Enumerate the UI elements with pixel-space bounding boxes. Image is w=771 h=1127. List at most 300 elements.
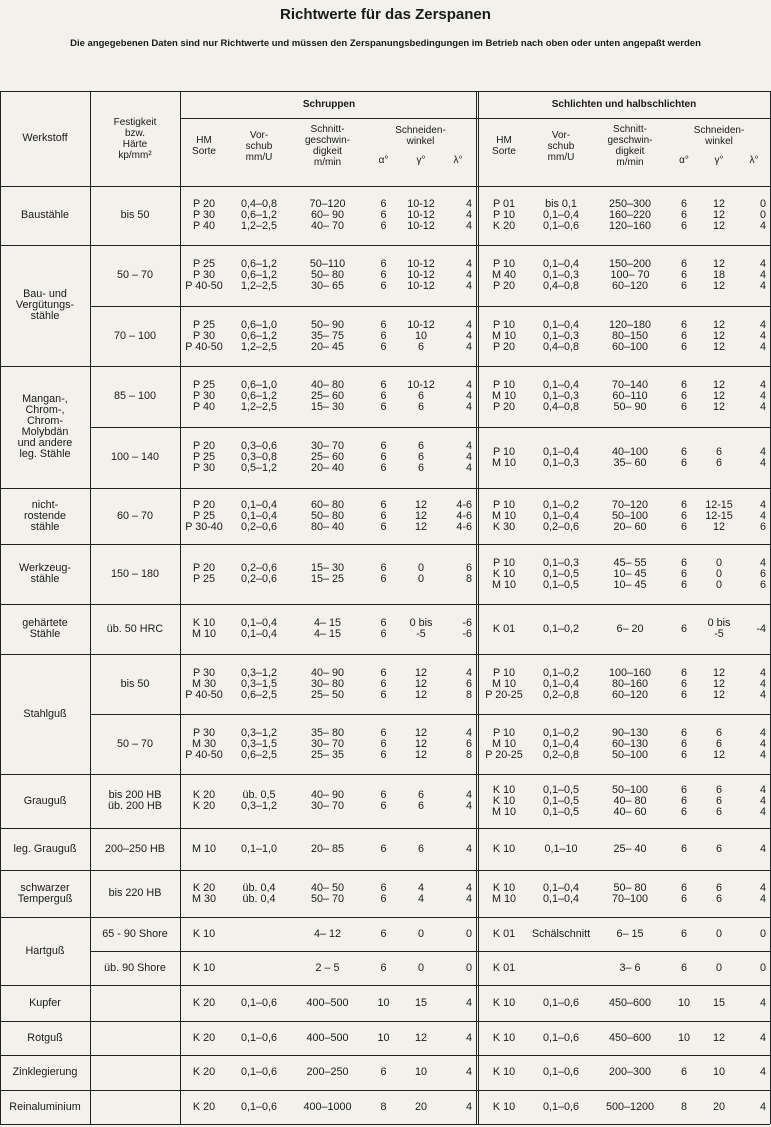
festigkeit-cell: bis 50 [120, 677, 150, 690]
value-cell: 0 0 0 [715, 556, 722, 591]
value-cell: 6 6 6 [680, 498, 687, 533]
value-cell: 4 4 4 [465, 318, 472, 353]
value-cell: 0,1–0,6 [542, 1031, 580, 1044]
page-title: Richtwerte für das Zerspanen [280, 6, 491, 23]
value-cell: 0 0 [417, 562, 424, 585]
value-cell: 70–120 50–100 20– 60 [611, 498, 649, 533]
value-cell [530, 951, 592, 985]
value-cell: P 10 M 10 [491, 445, 516, 469]
value-cell: 6 [380, 927, 387, 940]
table-rule [0, 828, 770, 829]
value-cell: 0,1–0,4 0,1–0,3 0,4–0,8 [542, 318, 580, 353]
werkstoff-cell: Grauguß [23, 794, 67, 807]
table-rule [0, 774, 770, 775]
value-cell: 6 6 6 [380, 318, 387, 353]
table-rule [0, 245, 770, 246]
value-cell: 6 [380, 961, 387, 974]
value-cell: 0,1–0,4 0,1–0,3 [542, 445, 580, 469]
werkstoff-cell: gehärtete Stähle [22, 617, 68, 640]
value-cell: K 10 [492, 1100, 516, 1113]
value-cell: 70–120 60– 90 40– 70 [309, 198, 346, 232]
value-cell: P 10 M 10 P 20 [491, 318, 516, 353]
value-cell: 12 [414, 1031, 427, 1044]
value-cell: 12 12 12 [712, 379, 725, 413]
value-cell: 50– 80 70–100 [611, 881, 649, 905]
header-alpha: α° [378, 154, 389, 166]
header-hm-sorte: HM Sorte [192, 135, 216, 157]
value-cell: 4 6 8 [465, 726, 472, 761]
table-rule [0, 488, 770, 489]
value-cell: 6 6 [380, 562, 387, 585]
value-cell: 10 [377, 1031, 390, 1044]
werkstoff-cell: Kupfer [29, 996, 61, 1009]
value-cell: 0,1–1,0 [240, 842, 278, 855]
table-rule [0, 544, 770, 545]
value-cell: 6 8 [465, 562, 472, 585]
value-cell: 20 [712, 1100, 725, 1113]
table-rule [90, 427, 770, 428]
value-cell: 0,6–1,0 0,6–1,2 1,2–2,5 [240, 318, 278, 353]
value-cell: 6 6 6 [680, 783, 687, 818]
value-cell: 4 4 4 [759, 783, 766, 818]
value-cell: 100–160 80–160 60–120 [608, 666, 652, 701]
value-cell: 0,6–1,2 0,6–1,2 1,2–2,5 [240, 258, 278, 292]
header-gamma: γ° [416, 154, 426, 166]
value-cell: P 20 P 25 P 30-40 [185, 498, 223, 533]
value-cell: 15 [414, 996, 427, 1009]
value-cell: 40– 50 50– 70 [310, 881, 345, 905]
value-cell: 12-15 12-15 12 [705, 498, 733, 533]
value-cell: P 20 P 30 P 40 [192, 198, 215, 232]
value-cell: 0,1–0,5 0,1–0,5 0,1–0,5 [542, 783, 580, 818]
value-cell: P 25 P 30 P 40 [192, 379, 215, 413]
value-cell: 4 4 4 [465, 379, 472, 413]
header-lambda: λ° [749, 154, 759, 166]
value-cell: 10 [712, 1066, 725, 1078]
value-cell: 150–200 100– 70 60–120 [608, 258, 652, 292]
value-cell: 0 [465, 961, 472, 974]
value-cell: 6 6 6 [680, 258, 687, 292]
value-cell: 35– 80 30– 70 25– 35 [310, 726, 345, 761]
value-cell: 0,1–0,6 [542, 1066, 580, 1078]
value-cell: -4 [756, 622, 766, 635]
value-cell: 0,1–0,6 [542, 996, 580, 1009]
table-rule [180, 91, 181, 1124]
value-cell: K 10 K 10 M 10 [491, 783, 516, 818]
value-cell: 12 12 12 [414, 498, 427, 533]
value-cell: 6 6 [680, 881, 687, 905]
werkstoff-cell: Mangan-, Chrom-, Chrom- Molybdän und andere leg. Stähle [17, 393, 73, 460]
festigkeit-cell: 50 – 70 [116, 737, 154, 750]
value-cell: K 01 [492, 961, 516, 974]
header-gamma: γ° [714, 154, 724, 166]
festigkeit-cell: 60 – 70 [116, 509, 154, 522]
value-cell: 10 [677, 1031, 690, 1044]
header-alpha: α° [679, 154, 689, 166]
value-cell: 0,1–0,6 [542, 1100, 580, 1113]
value-cell: 4 4 [465, 881, 472, 905]
value-cell: 10 [377, 996, 390, 1009]
value-cell: K 20 [192, 996, 216, 1009]
value-cell: 4 [759, 996, 766, 1009]
value-cell: 0 [715, 927, 722, 940]
value-cell: 50– 90 35– 75 20– 45 [310, 318, 345, 353]
value-cell: 4 4 [417, 881, 424, 905]
value-cell: 0 [417, 961, 424, 974]
festigkeit-cell: bis 50 [120, 209, 150, 221]
value-cell: 500–1200 [605, 1100, 655, 1113]
value-cell: K 10 [492, 1066, 516, 1078]
festigkeit-cell: üb. 50 HRC [106, 622, 164, 635]
value-cell: 0,2–0,6 0,2–0,6 [240, 562, 278, 585]
header-festigkeit: Festigkeit bzw. Härte kp/mm² [113, 116, 157, 161]
value-cell: 6 6 6 [380, 198, 387, 232]
value-cell: 0,1–0,4 0,1–0,4 [240, 617, 278, 640]
value-cell: 10-12 6 6 [407, 379, 435, 413]
value-cell: P 25 P 30 P 40-50 [185, 318, 223, 353]
value-cell [228, 951, 290, 985]
value-cell: 6 [680, 622, 687, 635]
value-cell: 120–180 80–150 60–100 [608, 318, 652, 353]
value-cell: 4 [465, 1100, 472, 1113]
value-cell: 40– 80 25– 60 15– 30 [310, 379, 345, 413]
value-cell: 0,1–0,6 [240, 996, 278, 1009]
value-cell: 6 [380, 842, 387, 855]
festigkeit-cell: 150 – 180 [110, 567, 160, 580]
werkstoff-cell: schwarzer Temperguß [17, 881, 73, 905]
value-cell: 6 6 6 [380, 440, 387, 474]
value-cell: 12 12 12 [414, 666, 427, 701]
value-cell: K 20 [192, 1066, 216, 1078]
value-cell: 4 [465, 996, 472, 1009]
value-cell: 6 6 [715, 445, 722, 469]
festigkeit-cell: 65 - 90 Shore [102, 927, 168, 940]
table-rule [0, 604, 770, 605]
value-cell: 6 6 6 [680, 318, 687, 353]
value-cell: 450–600 [608, 996, 652, 1009]
table-rule [0, 917, 770, 918]
value-cell: M 10 [191, 842, 216, 855]
value-cell: K 10 [192, 961, 216, 974]
value-cell: 0,3–1,2 0,3–1,5 0,6–2,5 [240, 666, 278, 701]
value-cell: 10-12 10 6 [407, 318, 435, 353]
header-schruppen: Schruppen [302, 99, 356, 110]
value-cell: K 10 [192, 927, 216, 940]
value-cell: -6 -6 [462, 617, 472, 640]
value-cell: 6 6 6 [680, 198, 687, 232]
value-cell: 4 6 8 [465, 666, 472, 701]
festigkeit-cell: 100 – 140 [110, 451, 160, 463]
value-cell: 6 6 6 [380, 666, 387, 701]
value-cell: 0,3–0,6 0,3–0,8 0,5–1,2 [240, 440, 278, 474]
value-cell: 6 [680, 1066, 687, 1078]
value-cell: 45– 55 10– 45 10– 45 [613, 556, 647, 591]
value-cell: 4– 12 [313, 927, 342, 940]
value-cell: 4 4 4 [465, 198, 472, 232]
value-cell: 0,1–0,2 0,1–0,4 0,2–0,8 [542, 666, 580, 701]
value-cell [228, 917, 290, 951]
festigkeit-cell: bis 200 HB üb. 200 HB [107, 789, 163, 812]
value-cell: 4-6 4-6 4-6 [456, 498, 472, 533]
value-cell: üb. 0,4 üb. 0,4 [242, 881, 276, 905]
value-cell: 20– 85 [310, 842, 345, 855]
value-cell: 8 [380, 1100, 387, 1113]
table-rule [90, 91, 91, 1124]
value-cell: 0 [417, 927, 424, 940]
value-cell: 15– 30 15– 25 [310, 562, 345, 585]
value-cell: 6 6 6 [380, 258, 387, 292]
value-cell: 0,1–0,6 [240, 1066, 278, 1078]
value-cell: 12 12 12 [712, 198, 725, 232]
value-cell: 0,1–0,4 0,1–0,4 0,2–0,6 [240, 498, 278, 533]
value-cell: 6 6 [715, 881, 722, 905]
header-vorschub: Vor- schub mm/U [547, 129, 575, 163]
value-cell: 0,1–0,2 0,1–0,4 0,2–0,8 [542, 726, 580, 761]
value-cell: P 10 K 10 M 10 [491, 556, 516, 591]
table-rule [476, 91, 477, 1124]
header-schlichten: Schlichten und halbschlichten [551, 99, 697, 110]
value-cell: 4 [465, 842, 472, 855]
table-rule [90, 951, 770, 952]
festigkeit-cell: 85 – 100 [113, 390, 157, 402]
value-cell: 0,1–0,4 0,1–0,3 0,4–0,8 [542, 258, 580, 292]
festigkeit-cell: 70 – 100 [113, 329, 157, 342]
value-cell: 6 6 6 [680, 726, 687, 761]
value-cell: 0 bis -5 [707, 617, 731, 640]
value-cell: 12 [712, 1031, 725, 1044]
value-cell: 0,6–1,0 0,6–1,2 1,2–2,5 [240, 379, 278, 413]
value-cell: bis 0,1 0,1–0,4 0,1–0,6 [542, 198, 580, 232]
value-cell: 2 – 5 [315, 961, 340, 974]
value-cell: 4 4 4 [759, 318, 766, 353]
value-cell: 4 6 6 [759, 556, 766, 591]
value-cell: 8 [680, 1100, 687, 1113]
werkstoff-cell: nicht- rostende stähle [23, 498, 67, 533]
table-rule [90, 306, 770, 307]
table-rule [180, 118, 770, 119]
value-cell: K 10 [492, 1031, 516, 1044]
value-cell: 70–140 60–110 50– 90 [611, 379, 649, 413]
value-cell: 200–300 [608, 1066, 652, 1078]
value-cell: 0,1–0,2 [542, 622, 580, 635]
value-cell: 20 [414, 1100, 427, 1113]
value-cell: 4 4 [759, 445, 766, 469]
value-cell: 6 6 6 [380, 498, 387, 533]
value-cell: P 10 M 10 K 30 [491, 498, 516, 533]
value-cell: P 25 P 30 P 40-50 [185, 258, 223, 292]
werkstoff-cell: Hartguß [25, 944, 65, 957]
value-cell: 0 bis -5 [409, 617, 433, 640]
header-schneidenwinkel: Schneiden- winkel [693, 125, 745, 147]
table-rule [0, 91, 1, 1124]
value-cell: 250–300 160–220 120–160 [608, 198, 652, 232]
value-cell: P 20 P 25 P 30 [192, 440, 215, 474]
werkstoff-cell: Werkzeug- stähle [18, 562, 71, 585]
value-cell: 0,3–1,2 0,3–1,5 0,6–2,5 [240, 726, 278, 761]
value-cell: 6 6 [417, 789, 424, 812]
value-cell: 6 6 [380, 881, 387, 905]
value-cell: 6 [680, 927, 687, 940]
value-cell: 12 18 12 [712, 258, 725, 292]
value-cell: 6 [680, 842, 687, 855]
value-cell: 6 6 6 [680, 556, 687, 591]
value-cell: 4 4 4 [759, 258, 766, 292]
page-subtitle: Die angegebenen Daten sind nur Richtwerte und müssen den Zerspanungsbedingungen im Betrieb nach oben oder unten angepaßt werden [70, 38, 701, 49]
werkstoff-cell: Zinklegierung [12, 1066, 78, 1078]
value-cell: 6 6 6 [715, 783, 722, 818]
festigkeit-cell: üb. 90 Shore [104, 961, 166, 974]
table-rule [90, 714, 770, 715]
value-cell: 200–250 [306, 1066, 349, 1078]
value-cell: 0 [759, 961, 766, 974]
table-rule [478, 91, 479, 1124]
value-cell: 6 6 6 [380, 726, 387, 761]
value-cell: 400–500 [306, 996, 349, 1009]
table-rule [0, 366, 770, 367]
table-rule [0, 654, 770, 655]
value-cell: 0,1–0,4 0,1–0,3 0,4–0,8 [542, 379, 580, 413]
header-lambda: λ° [453, 154, 463, 166]
werkstoff-cell: Reinaluminium [9, 1100, 81, 1113]
value-cell: K 10 [492, 842, 516, 855]
value-cell: 12 12 12 [414, 726, 427, 761]
table-rule [0, 91, 770, 92]
value-cell: K 20 K 20 [192, 789, 216, 812]
header-vorschub: Vor- schub mm/U [245, 129, 273, 163]
value-cell: 6 [715, 842, 722, 855]
value-cell: 4 4 [465, 789, 472, 812]
table-rule [0, 1055, 770, 1056]
value-cell: 4– 15 4– 15 [313, 617, 342, 640]
festigkeit-cell: 200–250 HB [104, 842, 166, 855]
value-cell: K 01 [492, 622, 516, 635]
value-cell: 0,1–10 [544, 842, 578, 855]
header-schnittgeschwindigkeit: Schnitt- geschwin- digkeit m/min [607, 124, 653, 168]
value-cell: 90–130 60–130 50–100 [611, 726, 649, 761]
festigkeit-cell: 50 – 70 [116, 269, 154, 281]
value-cell: 0 [715, 961, 722, 974]
werkstoff-cell: Baustähle [20, 209, 70, 221]
value-cell: K 20 M 30 [191, 881, 216, 905]
value-cell: 60– 80 50– 80 80– 40 [310, 498, 345, 533]
value-cell: 0,1–0,6 [240, 1031, 278, 1044]
value-cell: 0,1–0,4 0,1–0,4 [542, 881, 580, 905]
header-werkstoff: Werkstoff [22, 132, 68, 144]
header-schneidenwinkel: Schneiden- winkel [395, 125, 446, 147]
value-cell: 40–100 35– 60 [611, 445, 649, 469]
header-schnittgeschwindigkeit: Schnitt- geschwin- digkeit m/min [304, 124, 351, 168]
werkstoff-cell: Rotguß [27, 1031, 63, 1044]
table-rule [0, 985, 770, 986]
value-cell: 12 12 12 [712, 666, 725, 701]
value-cell: K 10 M 10 [191, 617, 216, 640]
value-cell: 12 12 12 [712, 318, 725, 353]
value-cell: P 20 P 25 [192, 562, 215, 585]
value-cell: 6– 15 [616, 927, 644, 940]
table-rule [0, 1090, 770, 1091]
value-cell: 40– 90 30– 80 25– 50 [310, 666, 345, 701]
value-cell: 0,4–0,8 0,6–1,2 1,2–2,5 [240, 198, 278, 232]
value-cell: 6 6 6 [680, 379, 687, 413]
value-cell: 6 [417, 842, 424, 855]
value-cell: 6 6 [680, 445, 687, 469]
value-cell: 25– 40 [613, 842, 647, 855]
value-cell: 4 4 6 [759, 498, 766, 533]
value-cell: 400–500 [306, 1031, 349, 1044]
value-cell: 6– 20 [616, 622, 644, 635]
value-cell: 6 6 [380, 789, 387, 812]
value-cell: 6 [380, 1066, 387, 1078]
value-cell: 6 6 6 [680, 666, 687, 701]
value-cell: P 10 M 10 P 20 [491, 379, 516, 413]
value-cell: 0 [465, 927, 472, 940]
value-cell: P 01 P 10 K 20 [492, 198, 516, 232]
value-cell: 10-12 10-12 10-12 [407, 258, 435, 292]
value-cell: P 10 M 40 P 20 [491, 258, 516, 292]
value-cell: 4 4 4 [465, 258, 472, 292]
value-cell: 30– 70 25– 60 20– 40 [310, 440, 345, 474]
value-cell: K 01 [492, 927, 516, 940]
value-cell: 0 [759, 927, 766, 940]
value-cell: 4 [465, 1031, 472, 1044]
value-cell: 6 [680, 961, 687, 974]
value-cell: 4 4 4 [759, 666, 766, 701]
value-cell: 0,1–0,2 0,1–0,4 0,2–0,6 [542, 498, 580, 533]
value-cell: 0,1–0,3 0,1–0,5 0,1–0,5 [542, 556, 580, 591]
value-cell: 4 [759, 1100, 766, 1113]
value-cell: 6 6 [380, 617, 387, 640]
value-cell: 0 0 4 [759, 198, 766, 232]
value-cell: 450–600 [608, 1031, 652, 1044]
table-rule [0, 870, 770, 871]
value-cell: 10 [414, 1066, 427, 1078]
value-cell: 50–110 50– 80 30– 65 [309, 258, 346, 292]
value-cell: 4 [759, 1066, 766, 1078]
table-rule [0, 1021, 770, 1022]
value-cell: 4 [759, 1031, 766, 1044]
value-cell: P 30 M 30 P 40-50 [185, 726, 223, 761]
value-cell: K 10 M 10 [491, 881, 516, 905]
value-cell: 40– 90 30– 70 [310, 789, 345, 812]
werkstoff-cell: leg. Grauguß [13, 842, 77, 855]
value-cell: Schälschnitt [531, 927, 591, 940]
value-cell: 400–1000 [303, 1100, 352, 1113]
value-cell: 50–100 40– 80 40– 60 [611, 783, 649, 818]
value-cell: 0,1–0,6 [240, 1100, 278, 1113]
value-cell: 6 6 6 [380, 379, 387, 413]
werkstoff-cell: Bau- und Vergütungs- stähle [15, 288, 75, 322]
value-cell: 10-12 10-12 10-12 [407, 198, 435, 232]
value-cell: 10 [677, 996, 690, 1009]
value-cell: 6 6 6 [417, 440, 424, 474]
value-cell: K 20 [192, 1100, 216, 1113]
value-cell: 4 4 4 [759, 726, 766, 761]
value-cell: 4 4 4 [465, 440, 472, 474]
value-cell: üb. 0,5 0,3–1,2 [240, 789, 278, 812]
value-cell: 4 [759, 842, 766, 855]
value-cell: 4 4 4 [759, 379, 766, 413]
festigkeit-cell: bis 220 HB [108, 887, 162, 899]
value-cell: P 10 M 10 P 20-25 [485, 726, 523, 761]
table-rule [0, 186, 770, 187]
value-cell: P 10 M 10 P 20-25 [485, 666, 523, 701]
table-rule [0, 1124, 770, 1125]
value-cell: 3– 6 [619, 961, 641, 974]
header-hm-sorte: HM Sorte [492, 135, 516, 157]
werkstoff-cell: Stahlguß [23, 707, 67, 720]
value-cell: 4 4 [759, 881, 766, 905]
value-cell: 15 [712, 996, 725, 1009]
